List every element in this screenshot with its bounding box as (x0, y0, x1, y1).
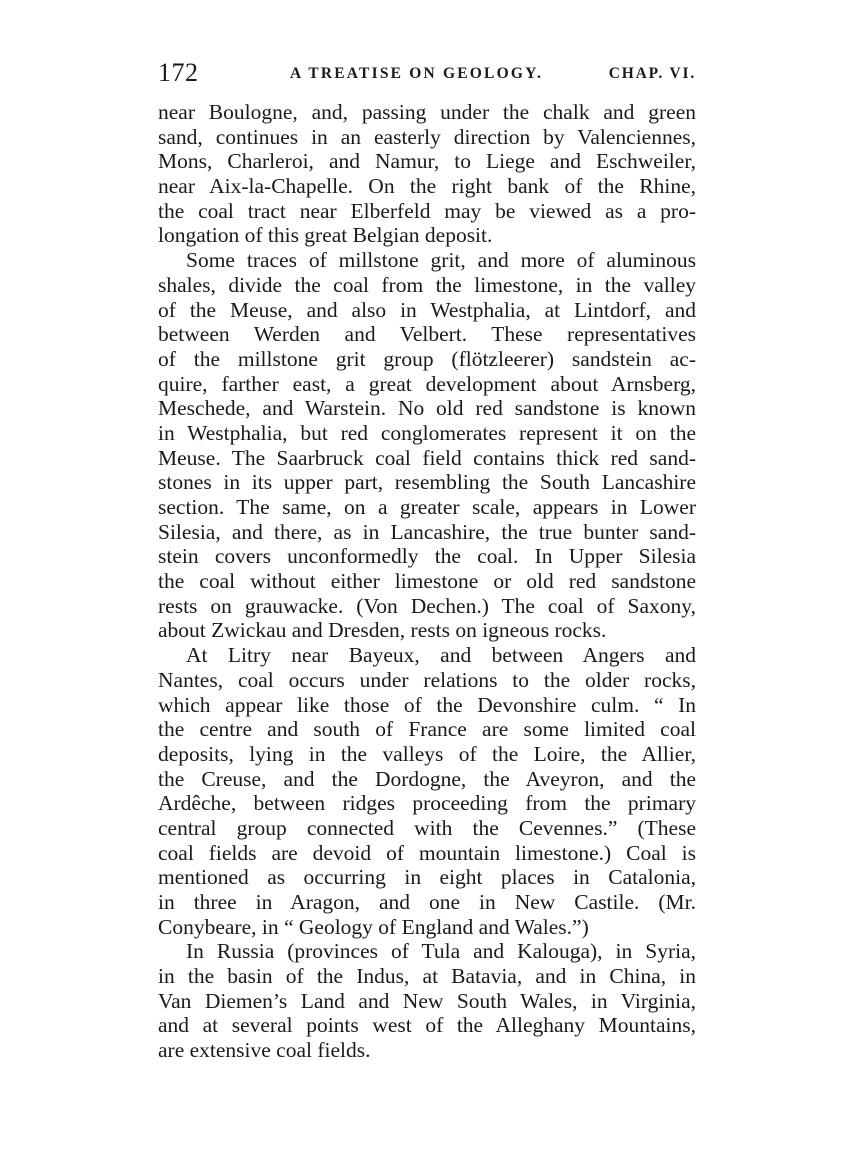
text-line: of the millstone grit group (flötzleerer) sandstein ac- (158, 346, 696, 371)
text-line: the Creuse, and the Dordogne, the Aveyron, and the (158, 766, 696, 791)
text-line: central group connected with the Cevennes.” (These (158, 815, 696, 840)
running-title: A TREATISE ON GEOLOGY. (290, 65, 544, 82)
text-line: rests on grauwacke. (Von Dechen.) The coal of Saxony, (158, 593, 696, 618)
running-header (158, 58, 696, 88)
text-line: sand, continues in an easterly direction by Valenciennes, (158, 124, 696, 149)
text-line: in Westphalia, but red conglomerates represent it on the (158, 420, 696, 445)
text-line: stein covers unconformedly the coal. In Upper Silesia (158, 544, 696, 569)
text-line: the centre and south of France are some limited coal (158, 717, 696, 742)
paragraph-2 (158, 248, 696, 643)
text-line: longation of this great Belgian deposit. (158, 223, 493, 248)
text-line: near Aix-la-Chapelle. On the right bank of the Rhine, (158, 174, 696, 199)
paragraph-4 (158, 939, 696, 1062)
text-line: Meuse. The Saarbruck coal field contains thick red sand- (158, 445, 696, 470)
text-line: section. The same, on a greater scale, appears in Lower (158, 495, 696, 519)
paragraph-1 (158, 100, 696, 248)
text-line: At Litry near Bayeux, and between Angers and (186, 643, 696, 668)
page-number: 172 (158, 58, 199, 87)
text-line: Meschede, and Warstein. No old red sandstone is known (158, 396, 696, 421)
text-line: which appear like those of the Devonshire culm. “ In (158, 692, 696, 717)
text-line: about Zwickau and Dresden, rests on igneous rocks. (158, 618, 607, 643)
text-line: Silesia, and there, as in Lancashire, the true bunter sand- (158, 519, 696, 544)
text-line: Nantes, coal occurs under relations to the older rocks, (158, 667, 696, 692)
page-body (158, 100, 696, 1063)
text-line: are extensive coal fields. (158, 1038, 371, 1063)
chapter-label: CHAP. VI. (608, 65, 696, 82)
text-line: between Werden and Velbert. These representatives (158, 322, 696, 347)
text-line: shales, divide the coal from the limestone, in the valley (158, 272, 696, 297)
text-line: mentioned as occurring in eight places in Catalonia, (158, 865, 696, 890)
text-line: stones in its upper part, resembling the South Lancashire (158, 470, 696, 495)
text-line: the coal without either limestone or old red sandstone (158, 569, 696, 594)
text-line: Ardêche, between ridges proceeding from the primary (158, 791, 696, 816)
text-line: of the Meuse, and also in Westphalia, at Lintdorf, and (158, 297, 696, 322)
text-line: and at several points west of the Alleghany Mountains, (158, 1013, 696, 1038)
text-line: Some traces of millstone grit, and more of aluminous (186, 248, 696, 273)
text-line: the coal tract near Elberfeld may be viewed as a pro- (158, 198, 696, 223)
text-line: coal fields are devoid of mountain limestone.) Coal is (158, 840, 696, 865)
text-line: near Boulogne, and, passing under the chalk and green (158, 100, 696, 124)
text-line: in three in Aragon, and one in New Castile. (Mr. (158, 890, 696, 914)
text-line: Conybeare, in “ Geology of England and Wales.”) (158, 914, 589, 939)
text-line: in the basin of the Indus, at Batavia, and in China, in (158, 964, 696, 989)
paragraph-3 (158, 643, 696, 939)
text-line: Mons, Charleroi, and Namur, to Liege and Eschweiler, (158, 149, 696, 174)
text-line: deposits, lying in the valleys of the Loire, the Allier, (158, 741, 696, 766)
text-line: Van Diemen’s Land and New South Wales, in Virginia, (158, 988, 696, 1013)
text-line: In Russia (provinces of Tula and Kalouga), in Syria, (186, 939, 696, 964)
text-line: quire, farther east, a great development about Arnsberg, (158, 371, 696, 396)
